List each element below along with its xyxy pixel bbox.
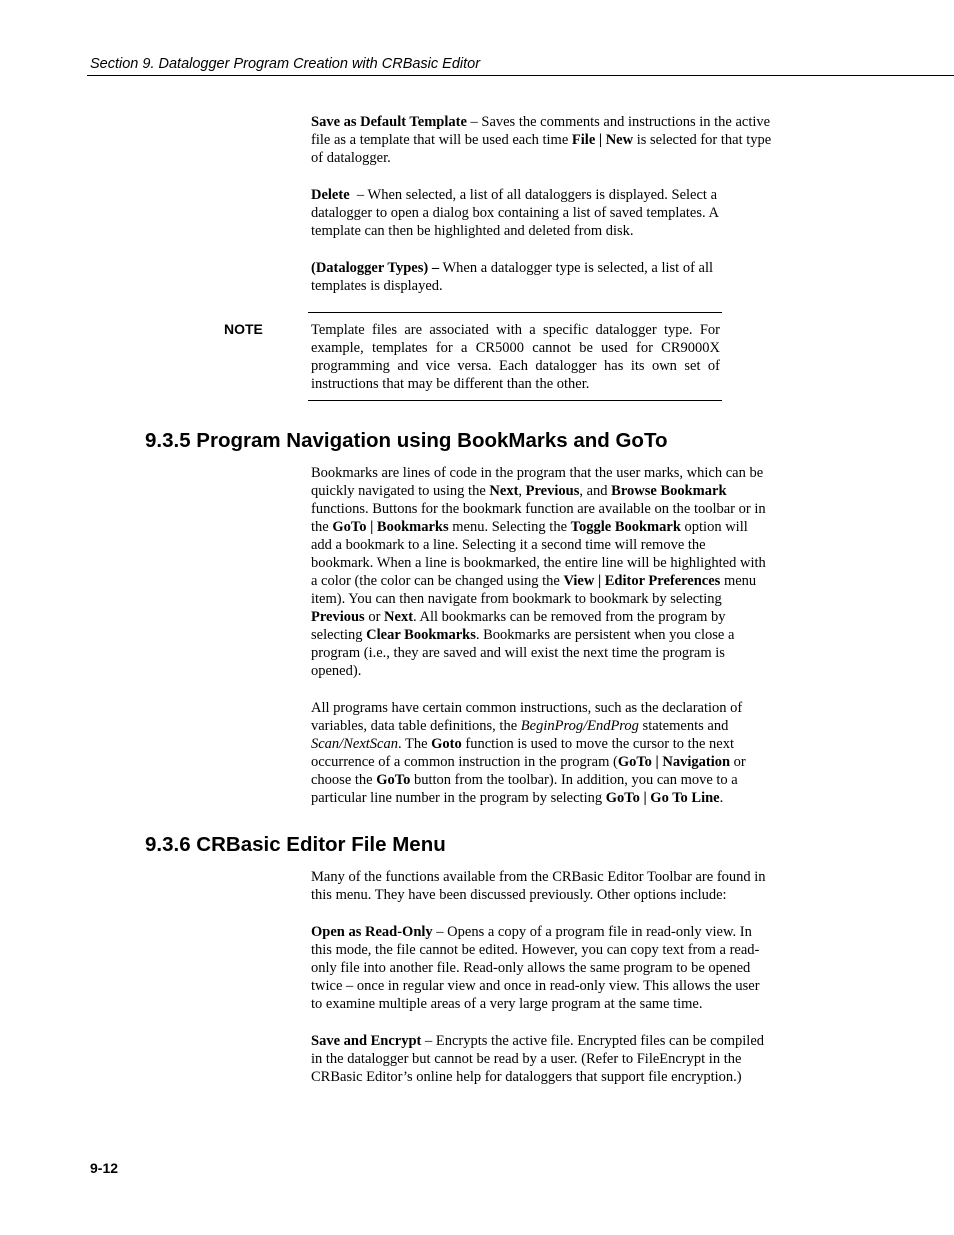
line: file as a template that will be used each time File | New is selected for that type bbox=[311, 132, 772, 148]
note-label: NOTE bbox=[224, 321, 263, 337]
option-term: Open as Read-Only bbox=[311, 924, 433, 940]
line: When selected, a list of all dataloggers is displayed. Select a bbox=[367, 187, 718, 203]
line: template can then be highlighted and deleted from disk. bbox=[311, 223, 634, 239]
note-text: Template files are associated with a specific datalogger type. For example, templates for a CR5000 cannot be used for CR9000X programming and vice versa. Each datalogger has its own set of instructions that may be different than the other. bbox=[311, 322, 720, 392]
goto-paragraph: All programs have certain common instructions, such as the declaration of variables, data table definitions, the BeginProg/EndProg statements and Scan/NextScan. The Goto function is used to move the cursor to the next occurrence of a common instruction in the program (GoTo | Navigation or choose the GoTo button from the toolbar). In addition, you can move to a particular line number in the program by selecting GoTo | Go To Line. bbox=[311, 700, 746, 806]
section-9-3-6-body bbox=[311, 868, 831, 1086]
option-term: Save and Encrypt bbox=[311, 1033, 422, 1049]
line: of datalogger. bbox=[311, 150, 391, 166]
option-term: Delete bbox=[311, 187, 350, 203]
option-delete: Delete – When selected, a list of all dataloggers is displayed. Select a datalogger to open a dialog box containing a list of saved templates. A template can then be highlighted and deleted from disk. bbox=[311, 187, 719, 239]
option-save-default-template: Save as Default Template – Saves the comments and instructions in the active file as a template that will be used each time File | New is selected for that type of datalogger. bbox=[311, 114, 772, 166]
line: Saves the comments and instructions in the active bbox=[481, 114, 771, 130]
option-term: Save as Default Template bbox=[311, 114, 467, 130]
file-menu-intro: Many of the functions available from the CRBasic Editor Toolbar are found in this menu. They have been discussed previously. Other options include: bbox=[311, 869, 766, 903]
header-rule bbox=[87, 75, 954, 76]
section-heading-9-3-6: 9.3.6 CRBasic Editor File Menu bbox=[145, 833, 446, 856]
line: datalogger to open a dialog box containing a list of saved templates. A bbox=[311, 205, 719, 221]
line: When a datalogger type is selected, a list of all bbox=[442, 260, 714, 276]
running-header: Section 9. Datalogger Program Creation with CRBasic Editor bbox=[90, 56, 481, 72]
option-save-and-encrypt: Save and Encrypt – Encrypts the active file. Encrypted files can be compiled in the datalogger but cannot be read by a user. (Refer to FileEncrypt in the CRBasic Editor’s online help for dataloggers that support file encryption.) bbox=[311, 1033, 765, 1085]
template-options bbox=[311, 113, 831, 295]
note-bottom-rule bbox=[308, 400, 722, 401]
option-open-read-only: Open as Read-Only – Opens a copy of a program file in read-only view. In this mode, the file cannot be edited. However, you can copy text from a read- only file into another file. Read-only allows the same program to be opened twice – once in regular view and once in read-only view. This allows the user to examine multiple areas of a very large program at the same time. bbox=[311, 924, 760, 1012]
section-heading-9-3-5: 9.3.5 Program Navigation using BookMarks and GoTo bbox=[145, 429, 668, 452]
section-9-3-5-body bbox=[311, 464, 831, 807]
note-top-rule bbox=[308, 312, 722, 313]
bookmarks-paragraph: Bookmarks are lines of code in the program that the user marks, which can be quickly navigated to using the Next, Previous, and Browse Bookmark functions. Buttons for the bookmark function are available on the toolbar or in the GoTo | Bookmarks menu. Selecting the Toggle Bookmark option will add a bookmark to a line. Selecting it a second time will remove the bookmark. When a line is bookmarked, the entire line will be highlighted with a color (the color can be changed using the View | Editor Preferences menu item). You can then navigate from bookmark to bookmark by selecting Previous or Next. All bookmarks can be removed from the program by selecting Clear Bookmarks. Bookmarks are persistent when you close a program (i.e., they are saved and will exist the next time the program is opened). bbox=[311, 465, 766, 679]
option-datalogger-types bbox=[311, 259, 831, 295]
line: templates is displayed. bbox=[311, 278, 443, 294]
option-term: (Datalogger Types) – bbox=[311, 260, 440, 276]
page-number: 9-12 bbox=[90, 1160, 119, 1176]
